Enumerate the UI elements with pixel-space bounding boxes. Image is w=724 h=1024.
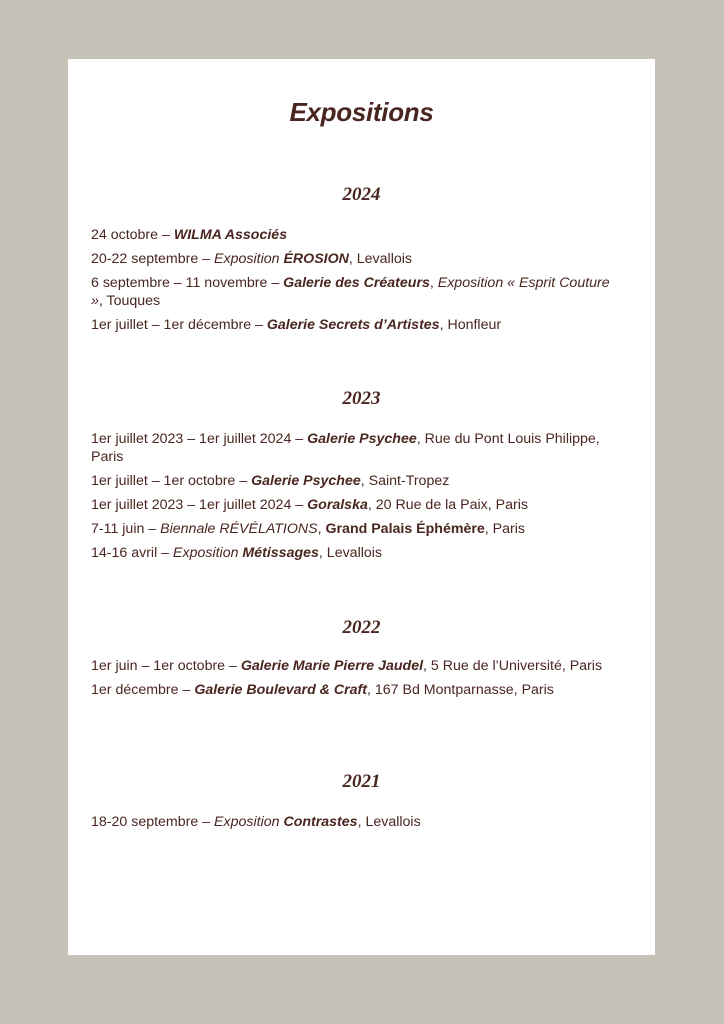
entry-text: 14-16 avril – bbox=[91, 545, 174, 561]
entry-text: Galerie Secrets d’Artistes bbox=[266, 317, 440, 333]
entry-text: 1er juillet 2023 – 1er juillet 2024 – bbox=[91, 497, 308, 513]
entry-text: , Rue du Pont Louis Philippe, Paris bbox=[91, 431, 600, 465]
year-heading-2022: 2022 bbox=[342, 617, 381, 638]
entry-text: , bbox=[429, 275, 438, 291]
exhibition-entry bbox=[91, 250, 611, 268]
entry-text: , 5 Rue de l’Université, Paris bbox=[423, 658, 603, 674]
entry-text: 6 septembre – 11 novembre – bbox=[91, 275, 284, 291]
entry-text: Grand Palais Éphémère bbox=[325, 521, 485, 537]
entry-text: Exposition bbox=[173, 545, 243, 561]
entry-text: Métissages bbox=[242, 545, 319, 561]
entry-text: Galerie Marie Pierre Jaudel bbox=[240, 658, 424, 674]
entry-text: Goralska bbox=[307, 497, 368, 513]
exhibition-entry bbox=[91, 813, 611, 831]
exhibition-entry bbox=[91, 681, 611, 699]
entry-text: , Levallois bbox=[318, 545, 383, 561]
entry-text: 1er juillet 2023 – 1er juillet 2024 – bbox=[91, 431, 308, 447]
entry-text: 20-22 septembre – bbox=[91, 251, 215, 267]
exhibition-entry bbox=[91, 226, 611, 244]
entry-text: 18-20 septembre – bbox=[91, 814, 215, 830]
exhibition-entry bbox=[91, 496, 611, 514]
entry-text: 1er juillet – 1er octobre – bbox=[91, 473, 252, 489]
year-heading-2024: 2024 bbox=[342, 184, 381, 205]
entry-text: Exposition « Esprit Couture » bbox=[91, 275, 610, 309]
exhibition-entry bbox=[91, 520, 611, 538]
entry-text: , 20 Rue de la Paix, Paris bbox=[367, 497, 528, 513]
exhibition-list-2021 bbox=[91, 813, 611, 837]
entry-text: , Saint-Tropez bbox=[360, 473, 450, 489]
year-heading-2021: 2021 bbox=[342, 771, 381, 792]
exhibition-list-2024 bbox=[91, 226, 611, 340]
document-page bbox=[68, 59, 655, 955]
entry-text: Exposition bbox=[214, 251, 284, 267]
entry-text: 1er juillet – 1er décembre – bbox=[91, 317, 267, 333]
entry-text: Biennale RÉVÉLATIONS bbox=[160, 521, 318, 537]
entry-text: Galerie des Créateurs bbox=[283, 275, 430, 291]
exhibition-entry bbox=[91, 472, 611, 490]
entry-text: , bbox=[317, 521, 326, 537]
entry-text: ÉROSION bbox=[283, 251, 349, 267]
entry-text: 1er juin – 1er octobre – bbox=[91, 658, 241, 674]
entry-text: , Levallois bbox=[357, 814, 421, 830]
entry-text: Exposition bbox=[214, 814, 284, 830]
entry-text: , 167 Bd Montparnasse, Paris bbox=[366, 682, 554, 698]
entry-text: , Honfleur bbox=[439, 317, 502, 333]
exhibition-entry bbox=[91, 316, 611, 334]
entry-text: 1er décembre – bbox=[91, 682, 195, 698]
entry-text: Contrastes bbox=[283, 814, 358, 830]
exhibition-entry bbox=[91, 544, 611, 562]
exhibition-entry bbox=[91, 274, 611, 310]
exhibition-list-2022 bbox=[91, 657, 611, 705]
entry-text: , Touques bbox=[98, 293, 161, 309]
entry-text: , Paris bbox=[484, 521, 526, 537]
year-heading-2023: 2023 bbox=[342, 388, 381, 409]
exhibition-list-2023 bbox=[91, 430, 611, 568]
exhibition-entry bbox=[91, 657, 611, 675]
entry-text: Galerie Psychee bbox=[251, 473, 361, 489]
entry-text: Galerie Boulevard & Craft bbox=[194, 682, 367, 698]
entry-text: WILMA Associés bbox=[173, 227, 288, 243]
entry-text: 7-11 juin – bbox=[91, 521, 161, 537]
entry-text: 24 octobre – bbox=[91, 227, 174, 243]
entry-text: Galerie Psychee bbox=[307, 431, 417, 447]
entry-text: , Levallois bbox=[348, 251, 412, 267]
exhibition-entry bbox=[91, 430, 611, 466]
page-title: Expositions bbox=[289, 97, 434, 127]
